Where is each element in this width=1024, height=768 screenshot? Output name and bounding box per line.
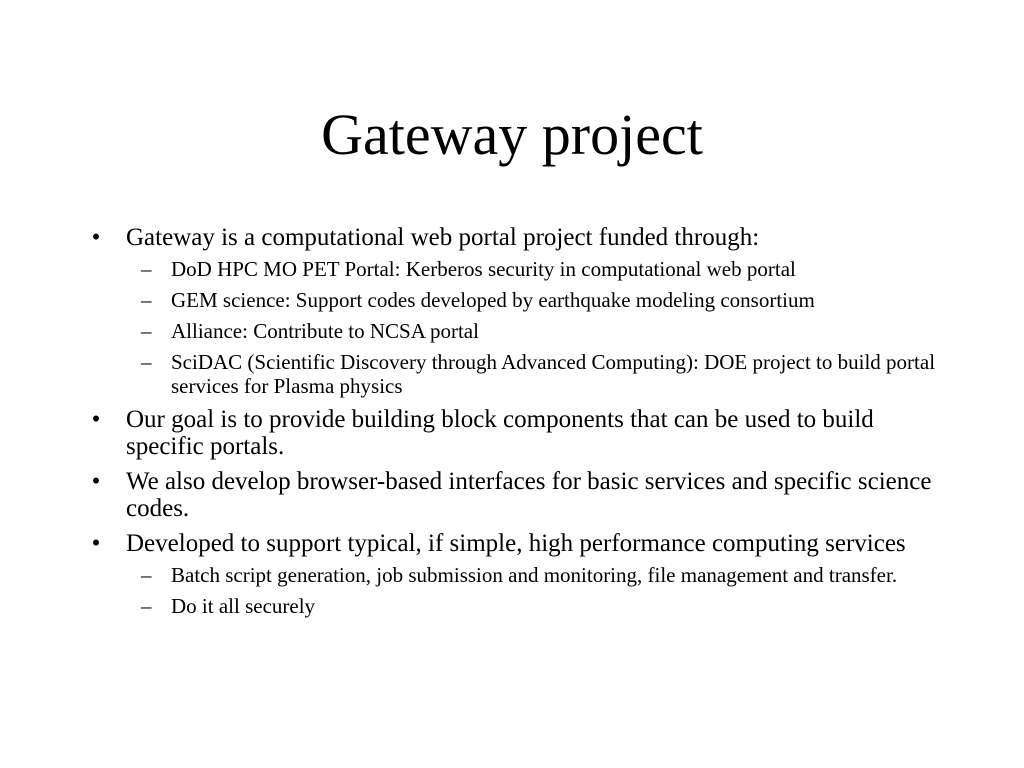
bullet-item [86, 530, 956, 618]
sub-bullet-item [126, 594, 956, 618]
dash-icon: – [141, 594, 152, 618]
bullet-icon: • [91, 406, 101, 433]
dash-icon: – [141, 563, 152, 587]
sub-bullet-list [126, 563, 956, 618]
slide-title: Gateway project [321, 102, 703, 167]
bullet-text: Our goal is to provide building block components that can be used to build specific portals. [126, 406, 874, 460]
bullet-icon: • [91, 224, 101, 251]
sub-bullet-text: DoD HPC MO PET Portal: Kerberos security in computational web portal [171, 257, 796, 281]
sub-bullet-text: Alliance: Contribute to NCSA portal [171, 319, 479, 343]
bullet-text: We also develop browser-based interfaces for basic services and specific science codes. [126, 468, 932, 522]
sub-bullet-text: GEM science: Support codes developed by earthquake modeling consortium [171, 288, 815, 312]
sub-bullet-item [126, 319, 956, 343]
sub-bullet-text: SciDAC (Scientific Discovery through Advanced Computing): DOE project to build portal services for Plasma physics [171, 350, 936, 398]
dash-icon: – [141, 257, 152, 281]
dash-icon: – [141, 288, 152, 312]
sub-bullet-item [126, 288, 956, 312]
bullet-item [86, 468, 956, 522]
sub-bullet-list [126, 257, 956, 398]
dash-icon: – [141, 319, 152, 343]
sub-bullet-item [126, 563, 956, 587]
bullet-text: Developed to support typical, if simple, high performance computing services [126, 530, 906, 557]
bullet-text: Gateway is a computational web portal project funded through: [126, 224, 760, 251]
bullet-item [86, 224, 956, 398]
bullet-icon: • [91, 468, 101, 495]
bullet-list [86, 224, 956, 618]
dash-icon: – [141, 350, 152, 374]
sub-bullet-text: Do it all securely [171, 594, 316, 618]
sub-bullet-item [126, 257, 956, 281]
sub-bullet-item [126, 350, 956, 398]
bullet-item [86, 406, 956, 460]
bullet-icon: • [91, 530, 101, 557]
sub-bullet-text: Batch script generation, job submission and monitoring, file management and transfer. [171, 563, 898, 587]
